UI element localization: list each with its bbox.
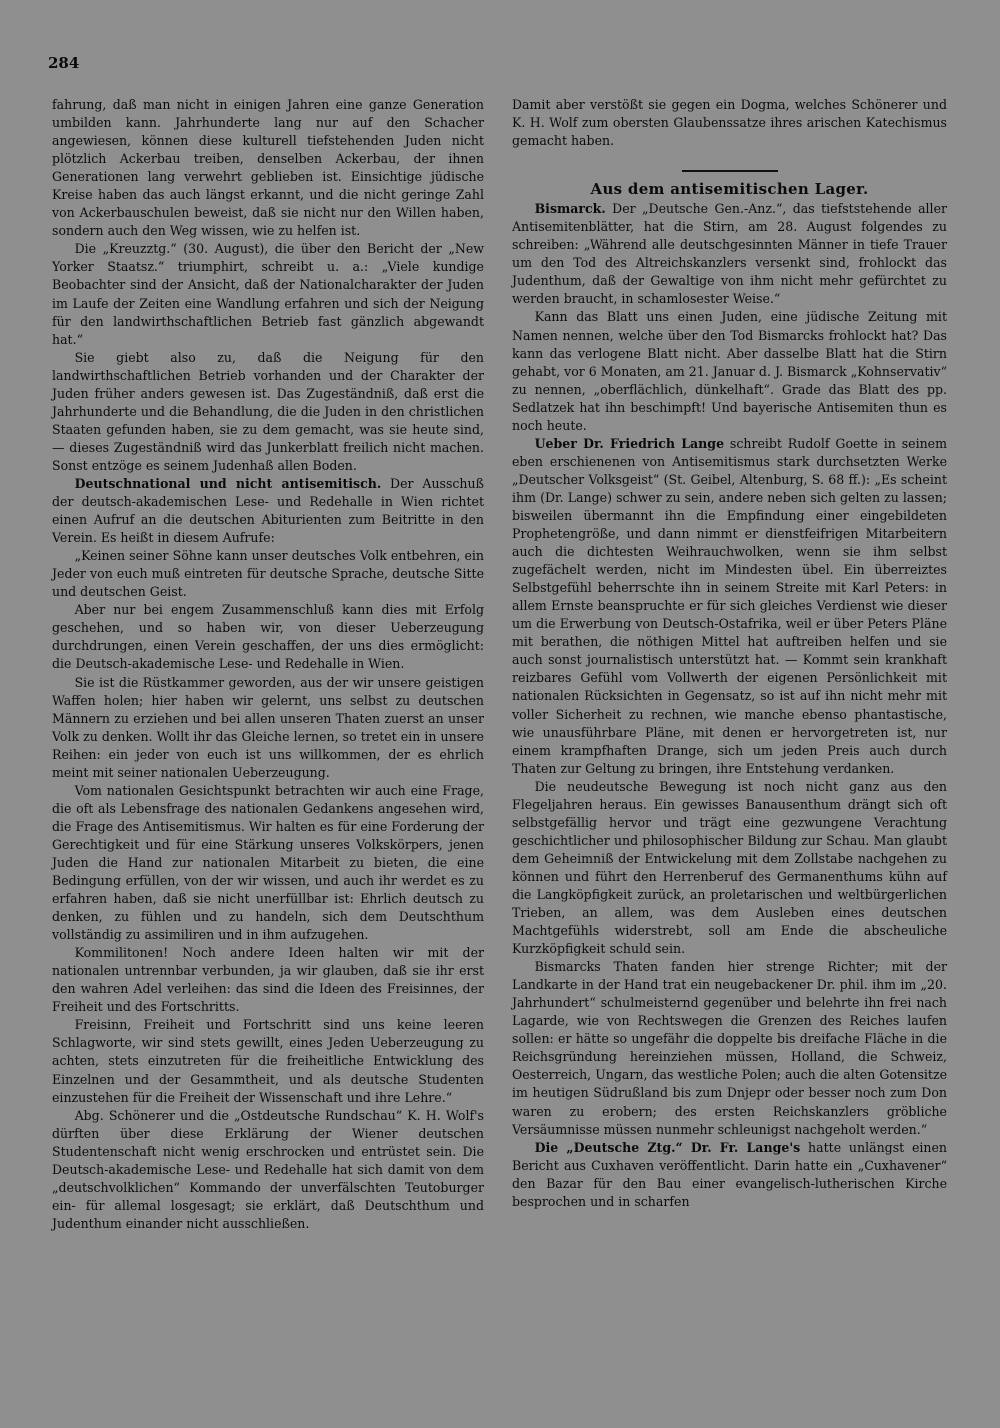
paragraph [52, 96, 484, 240]
paragraph-text: „Keinen seiner Söhne kann unser deutsches Volk entbehren, ein Jeder von euch muß eintreten für deutsche Sprache, deutsche Sitte und deutschen Geist. [52, 548, 484, 600]
paragraph [512, 778, 947, 958]
paragraph [52, 782, 484, 944]
paragraph-text: Kommilitonen! Noch andere Ideen halten wir mit der nationalen untrennbar verbunden, ja wir glauben, daß sie ihr erst den wahren Adel verleihen: das sind die Ideen des Freisinnes, der Freiheit und des Fortschritts. [52, 945, 484, 1015]
paragraph [52, 1016, 484, 1106]
paragraph-text: schreibt Rudolf Goette in seinem eben erschienenen von Antisemitismus stark durchsetzten Werke „Deutscher Volksgeist“ (St. Geibel, Altenburg, S. 68 ff.): „Es scheint ihm (Dr. Lange) schwer zu sein, andere neben sich gelten zu lassen; bisweilen übermannt ihn die Empfindung einer eingebildeten Prophetengröße, und dann nimmt er dienstfeifrigen Mitarbeitern auch die dichtesten Weihrauchwolken, wenn sie ihm selbst zugefächelt werden, nicht im Mindesten übel. Ein überreiztes Selbstgefühl beherrschte ihn in seinem Streite mit Karl Peters: in allem Ernste beanspruchte er für sich gleiches Verdienst wie dieser um die Erwerbung von Deutsch-Ostafrika, weil er über Peters Pläne mit berathen, die nöthigen Mittel hat auftreiben helfen und sie auch sonst journalistisch unterstützt hat. — Kommt sein krankhaft reizbares Gefühl vom Vollwerth der eigenen Persönlichkeit mit nationalen Rücksichten in Gegensatz, so ist auf ihn nicht mehr mit voller Sicherheit zu rechnen, wie manche ebenso phantastische, wie unausführbare Pläne, mit denen er hervorgetreten ist, nur einem krampfhaften Drange, sich um jeden Preis auch durch Thaten zur Geltung zu bringen, ihre Entstehung verdanken. [512, 435, 947, 776]
left-column [52, 96, 484, 1233]
paragraph-lead-heading: Deutschnational und nicht antisemitisch. [74, 475, 382, 491]
paragraph-lead-heading: Ueber Dr. Friedrich Lange [534, 435, 725, 451]
paragraph-text: Der „Deutsche Gen.-Anz.“, das tiefststehende aller Antisemitenblätter, hat die Stirn, am 28. August folgendes zu schreiben: „Während alle deutschgesinnten Männer in tiefe Trauer um den Tod des Altreichskanzlers versenkt sind, frohlockt das Judenthum, daß der Gewaltige von ihm nicht mehr gefürchtet zu werden braucht, in schamlosester Weise.“ [512, 201, 947, 307]
paragraph-text: Sie ist die Rüstkammer geworden, aus der wir unsere geistigen Waffen holen; hier haben wir gelernt, uns selbst zu deutschen Männern zu erziehen und bei allen unseren Thaten zuerst an unser Volk zu denken. Wollt ihr das Gleiche lernen, so tretet ein in unsere Reihen: ein jeder von euch ist uns willkommen, der es ehrlich meint mit seiner nationalen Ueberzeugung. [52, 674, 484, 780]
paragraph-text: Abg. Schönerer und die „Ostdeutsche Rundschau“ K. H. Wolf's dürften über diese Erklärung der Wiener deutschen Studentenschaft nicht wenig erschrocken und entrüstet sein. Die Deutsch-akademische Lese- und Redehalle hat sich damit von dem „deutschvolklichen“ Kommando der unverfälschten Teutoburger ein- für allemal losgesagt; sie erklärt, daß Deutschthum und Judenthum einander nicht ausschließen. [52, 1107, 484, 1231]
paragraph-text: Die „Kreuzztg.“ (30. August), die über den Bericht der „New Yorker Staatsz.“ triumphirt, schreibt u. a.: „Viele kundige Beobachter sind der Ansicht, daß der Nationalcharakter der Juden im Laufe der Zeiten eine Wandlung erfahren und sich der Neigung für den landwirthschaftlichen Betrieb fast gänzlich abgewandt hat.“ [52, 241, 484, 347]
paragraph-text: hatte unlängst einen Bericht aus Cuxhaven veröffentlicht. Darin hatte ein „Cuxhavener“ den Bazar für den Bau einer evangelisch-lutherischen Kirche besprochen und in scharfen [512, 1139, 948, 1209]
page-number: 284 [48, 54, 80, 72]
paragraph [512, 958, 947, 1138]
paragraph-text: Die neudeutsche Bewegung ist noch nicht ganz aus den Flegeljahren heraus. Ein gewisses Banausenthum drängt sich oft selbstgefällig hervor und trägt eine gezwungene Verachtung geschichtlicher und philosophischer Bildung zur Schau. Man glaubt dem Geheimniß der Entwickelung mit dem Zollstabe nachgehen zu können und führt den Herrenberuf des Germanenthums kühn auf die Langköpfigkeit zurück, an proletarischen und weltbürgerlichen Trieben, an allem, was dem Ausleben eines deutschen Machtgefühls widerstrebt, soll am Ende die abscheuliche Kurzköpfigkeit schuld sein. [512, 778, 947, 957]
paragraph [52, 674, 484, 782]
paragraph-lead-heading: Bismarck. [534, 201, 606, 217]
paragraph-text: Kann das Blatt uns einen Juden, eine jüdische Zeitung mit Namen nennen, welche über den Tod Bismarcks frohlockt hat? Das kann das verlogene Blatt nicht. Aber dasselbe Blatt hat die Stirn gehabt, vor 6 Monaten, am 21. Januar d. J. Bismarck „Kohnservativ“ zu nennen, „oberflächlich, dünkelhaft“. Grade das Blatt des pp. Sedlatzek hat ihn beschimpft! Und bayerische Antisemiten thun es noch heute. [512, 309, 947, 433]
right-column [512, 96, 947, 1211]
paragraph [52, 1107, 484, 1233]
paragraph [512, 96, 947, 150]
paragraph [52, 475, 484, 547]
paragraph-text: Freisinn, Freiheit und Fortschritt sind uns keine leeren Schlagworte, wir sind stets gewillt, eines Jeden Ueberzeugung zu achten, stets einzutreten für die freiheitliche Entwicklung des Einzelnen und der Gesammtheit, und als deutsche Studenten einzustehen für die Freiheit der Wissenschaft und ihre Lehre.“ [52, 1017, 484, 1105]
paragraph-text: Der Ausschuß der deutsch-akademischen Lese- und Redehalle in Wien richtet einen Aufruf an die deutschen Abiturienten zum Beitritte in den Verein. Es heißt in diesem Aufrufe: [52, 475, 484, 546]
paragraph-text: Sie giebt also zu, daß die Neigung für den landwirthschaftlichen Betrieb vorhanden und der Charakter der Juden früher anders gewesen ist. Das Zugeständniß, daß erst die Jahrhunderte und die Behandlung, die die Juden in den christlichen Staaten gefunden haben, sie zu dem gemacht, was sie heute sind, — dieses Zugeständniß wird das Junkerblatt freilich nicht machen. Sonst entzöge es seinem Judenhaß allen Boden. [52, 349, 484, 473]
paragraph [512, 200, 947, 308]
paragraph [512, 308, 947, 434]
paragraph-text: Bismarcks Thaten fanden hier strenge Richter; mit der Landkarte in der Hand trat ein neugebackener Dr. phil. ihm im „20. Jahrhundert“ schulmeisternd gegenüber und belehrte ihn frei nach Lagarde, wie von Rechtswegen die Grenzen des Reiches laufen sollen: er hätte so ungefähr die doppelte bis dreifache Fläche in die Reichsgründung hereinziehen müssen, Holland, die Schweiz, Oesterreich, Ungarn, das westliche Polen; auch die alten Gotensitze im heutigen Südrußland bis zum Dnjepr oder besser noch zum Don waren zu erobern; des ersten Reichskanzlers gröbliche Versäumnisse müssen nunmehr schleunigst nachgeholt werden.“ [512, 959, 947, 1137]
paragraph [512, 1139, 947, 1211]
paragraph [52, 601, 484, 673]
paragraph [512, 435, 947, 778]
paragraph-text: Vom nationalen Gesichtspunkt betrachten wir auch eine Frage, die oft als Lebensfrage des nationalen Gedankens angesehen wird, die Frage des Antisemitismus. Wir halten es für eine Forderung der Gerechtigkeit und für eine Stärkung unseres Volkskörpers, jenen Juden die Hand zur nationalen Mitarbeit zu bieten, die eine Bedingung erfüllen, von der wir wissen, und auch ihr werdet es zu erfahren haben, daß sie nicht unerfüllbar ist: Ehrlich deutsch zu denken, zu fühlen und zu handeln, sich dem Deutschthum vollständig zu assimiliren und in ihm aufzugehen. [52, 782, 484, 943]
paragraph-lead-heading: Die „Deutsche Ztg.“ Dr. Fr. Lange's [534, 1139, 801, 1155]
paragraph [52, 944, 484, 1016]
section-heading: Aus dem antisemitischen Lager. [590, 180, 869, 199]
paragraph-text: Aber nur bei engem Zusammenschluß kann dies mit Erfolg geschehen, und so haben wir, von dieser Ueberzeugung durchdrungen, einen Verein geschaffen, der uns dies ermöglicht: die Deutsch-akademische Lese- und Redehalle in Wien. [52, 602, 484, 672]
section-divider [682, 170, 778, 172]
paragraph [52, 240, 484, 348]
paragraph [52, 349, 484, 475]
paragraph-text: fahrung, daß man nicht in einigen Jahren eine ganze Generation umbilden kann. Jahrhunderte lang nur auf den Schacher angewiesen, können diese kulturell tiefstehenden Juden nicht plötzlich Ackerbau treiben, denselben Ackerbau, der ihnen Generationen lang verwehrt geblieben ist. Einsichtige jüdische Kreise haben das auch längst erkannt, und die nicht geringe Zahl von Ackerbauschulen beweist, daß sie nicht nur den Willen haben, sondern auch den Weg wissen, wie zu helfen ist. [52, 97, 484, 239]
paragraph-text: Damit aber verstößt sie gegen ein Dogma, welches Schönerer und K. H. Wolf zum obersten Glaubenssatze ihres arischen Katechismus gemacht haben. [512, 97, 947, 149]
paragraph [52, 547, 484, 601]
